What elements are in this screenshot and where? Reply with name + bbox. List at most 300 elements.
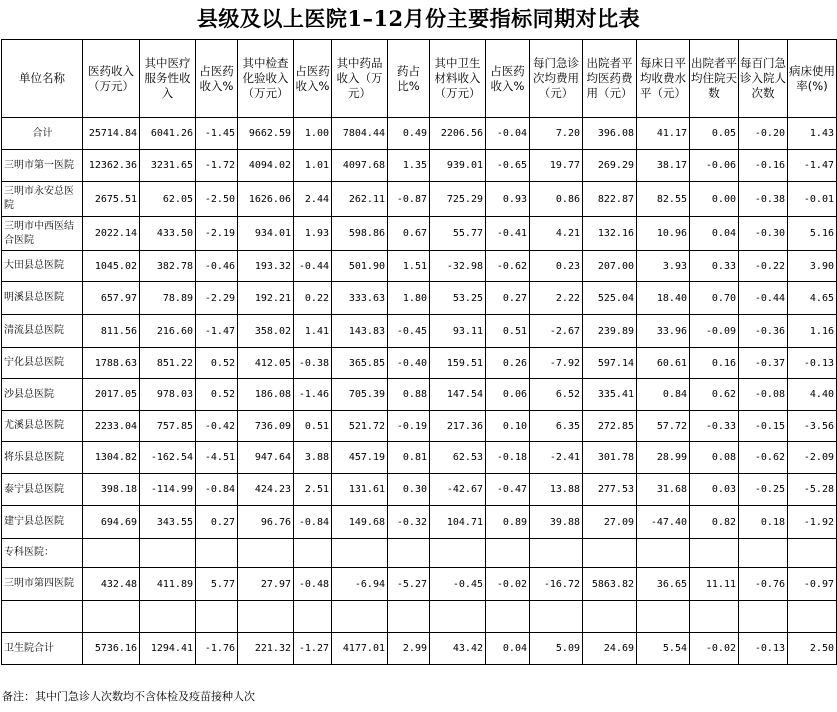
table-row	[2, 506, 837, 539]
value-cell: 2017.05	[83, 379, 140, 411]
value-cell: 207.00	[583, 251, 637, 282]
value-cell: 365.85	[332, 348, 388, 379]
value-cell: 0.52	[196, 348, 238, 379]
page-title: 县级及以上医院1–12月份主要指标同期对比表	[196, 6, 641, 31]
value-cell: 0.06	[486, 379, 530, 411]
table-row	[2, 315, 837, 348]
value-cell: 272.85	[583, 411, 637, 442]
value-cell: -0.19	[388, 411, 430, 442]
value-cell: 5.09	[530, 633, 583, 665]
value-cell: -0.30	[739, 217, 788, 251]
value-cell: -0.09	[690, 315, 739, 348]
column-header: 占医药收入%	[196, 40, 238, 118]
comparison-table	[1, 39, 837, 665]
value-cell: 192.21	[238, 282, 294, 315]
column-header: 其中医疗服务性收入	[140, 40, 196, 118]
value-cell: -0.36	[739, 315, 788, 348]
value-cell: 705.39	[332, 379, 388, 411]
header-row	[2, 40, 837, 118]
value-cell: 1.80	[388, 282, 430, 315]
column-header: 单位名称	[2, 40, 83, 118]
value-cell: 521.72	[332, 411, 388, 442]
value-cell: 0.27	[486, 282, 530, 315]
value-cell: 0.82	[690, 506, 739, 539]
value-cell: -32.98	[430, 251, 486, 282]
value-cell: 131.61	[332, 474, 388, 506]
value-cell: 2675.51	[83, 182, 140, 217]
value-cell: 216.60	[140, 315, 196, 348]
value-cell: 60.61	[637, 348, 690, 379]
value-cell: -1.76	[196, 633, 238, 665]
empty-cell	[430, 601, 486, 633]
value-cell: -0.84	[294, 506, 332, 539]
value-cell: 1.51	[388, 251, 430, 282]
value-cell: 28.99	[637, 442, 690, 474]
value-cell: 12362.36	[83, 150, 140, 182]
value-cell: -0.33	[690, 411, 739, 442]
value-cell: -0.15	[739, 411, 788, 442]
value-cell: 6.35	[530, 411, 583, 442]
value-cell: 1.41	[294, 315, 332, 348]
value-cell: 132.16	[583, 217, 637, 251]
column-header: 其中药品收入（万元）	[332, 40, 388, 118]
value-cell: 2.44	[294, 182, 332, 217]
table-row	[2, 182, 837, 217]
value-cell: 333.63	[332, 282, 388, 315]
value-cell: -0.38	[294, 348, 332, 379]
value-cell: -1.45	[196, 118, 238, 150]
value-cell: -5.27	[388, 568, 430, 601]
value-cell: 2.51	[294, 474, 332, 506]
value-cell: -5.28	[788, 474, 837, 506]
table-row	[2, 633, 837, 665]
value-cell: 3.93	[637, 251, 690, 282]
value-cell: 2022.14	[83, 217, 140, 251]
value-cell: 36.65	[637, 568, 690, 601]
value-cell: 4097.68	[332, 150, 388, 182]
value-cell: 3.90	[788, 251, 837, 282]
value-cell: 7804.44	[332, 118, 388, 150]
unit-name-cell: 三明市永安总医院	[2, 182, 83, 217]
value-cell: 432.48	[83, 568, 140, 601]
value-cell: 0.26	[486, 348, 530, 379]
value-cell: -42.67	[430, 474, 486, 506]
empty-cell	[388, 539, 430, 568]
value-cell: 96.76	[238, 506, 294, 539]
value-cell: 382.78	[140, 251, 196, 282]
value-cell: 3.88	[294, 442, 332, 474]
value-cell: 0.89	[486, 506, 530, 539]
value-cell: 9662.59	[238, 118, 294, 150]
value-cell: -0.06	[690, 150, 739, 182]
table-row	[2, 217, 837, 251]
empty-cell	[196, 539, 238, 568]
value-cell: -0.41	[486, 217, 530, 251]
value-cell: -0.45	[430, 568, 486, 601]
value-cell: 11.11	[690, 568, 739, 601]
empty-cell	[486, 539, 530, 568]
value-cell: 39.88	[530, 506, 583, 539]
value-cell: 694.69	[83, 506, 140, 539]
value-cell: 0.86	[530, 182, 583, 217]
value-cell: 5863.82	[583, 568, 637, 601]
value-cell: -0.22	[739, 251, 788, 282]
empty-cell	[140, 601, 196, 633]
column-header: 医药收入（万元）	[83, 40, 140, 118]
table-row	[2, 118, 837, 150]
value-cell: -0.45	[388, 315, 430, 348]
value-cell: 2.22	[530, 282, 583, 315]
value-cell: 186.08	[238, 379, 294, 411]
empty-cell	[332, 539, 388, 568]
table-row	[2, 568, 837, 601]
value-cell: -0.13	[788, 348, 837, 379]
empty-cell	[530, 539, 583, 568]
value-cell: 0.04	[486, 633, 530, 665]
column-header: 出院者平均住院天数	[690, 40, 739, 118]
value-cell: 18.40	[637, 282, 690, 315]
value-cell: -0.38	[739, 182, 788, 217]
table-row	[2, 442, 837, 474]
value-cell: 657.97	[83, 282, 140, 315]
unit-name-cell: 三明市第一医院	[2, 150, 83, 182]
value-cell: 1.35	[388, 150, 430, 182]
value-cell: 0.00	[690, 182, 739, 217]
value-cell: 5.54	[637, 633, 690, 665]
value-cell: -1.47	[788, 150, 837, 182]
value-cell: 1626.06	[238, 182, 294, 217]
column-header: 占医药收入%	[486, 40, 530, 118]
value-cell: -0.97	[788, 568, 837, 601]
value-cell: 1788.63	[83, 348, 140, 379]
value-cell: 0.33	[690, 251, 739, 282]
value-cell: 10.96	[637, 217, 690, 251]
value-cell: -0.04	[486, 118, 530, 150]
column-header: 占医药收入%	[294, 40, 332, 118]
value-cell: -0.01	[788, 182, 837, 217]
value-cell: 2206.56	[430, 118, 486, 150]
value-cell: 4094.02	[238, 150, 294, 182]
empty-cell	[196, 601, 238, 633]
value-cell: 27.97	[238, 568, 294, 601]
value-cell: 62.53	[430, 442, 486, 474]
value-cell: -47.40	[637, 506, 690, 539]
value-cell: 0.84	[637, 379, 690, 411]
value-cell: 0.51	[294, 411, 332, 442]
value-cell: 411.89	[140, 568, 196, 601]
empty-cell	[530, 601, 583, 633]
value-cell: 457.19	[332, 442, 388, 474]
empty-cell	[83, 601, 140, 633]
table-row	[2, 348, 837, 379]
value-cell: 217.36	[430, 411, 486, 442]
empty-cell	[388, 601, 430, 633]
value-cell: 811.56	[83, 315, 140, 348]
value-cell: -0.48	[294, 568, 332, 601]
value-cell: -4.51	[196, 442, 238, 474]
value-cell: -0.62	[486, 251, 530, 282]
empty-cell	[583, 601, 637, 633]
value-cell: 5.16	[788, 217, 837, 251]
value-cell: -0.18	[486, 442, 530, 474]
unit-name-cell: 泰宁县总医院	[2, 474, 83, 506]
value-cell: -114.99	[140, 474, 196, 506]
value-cell: 0.49	[388, 118, 430, 150]
value-cell: 0.81	[388, 442, 430, 474]
value-cell: 4177.01	[332, 633, 388, 665]
value-cell: 1045.02	[83, 251, 140, 282]
value-cell: 53.25	[430, 282, 486, 315]
value-cell: 221.32	[238, 633, 294, 665]
value-cell: 55.77	[430, 217, 486, 251]
value-cell: 149.68	[332, 506, 388, 539]
table-row	[2, 474, 837, 506]
value-cell: 41.17	[637, 118, 690, 150]
value-cell: -0.40	[388, 348, 430, 379]
value-cell: 978.03	[140, 379, 196, 411]
value-cell: 57.72	[637, 411, 690, 442]
value-cell: 33.96	[637, 315, 690, 348]
empty-cell	[690, 601, 739, 633]
value-cell: 0.52	[196, 379, 238, 411]
value-cell: -2.19	[196, 217, 238, 251]
value-cell: 93.11	[430, 315, 486, 348]
value-cell: 24.69	[583, 633, 637, 665]
value-cell: 0.23	[530, 251, 583, 282]
value-cell: -0.32	[388, 506, 430, 539]
value-cell: 27.09	[583, 506, 637, 539]
value-cell: 239.89	[583, 315, 637, 348]
empty-cell	[238, 601, 294, 633]
value-cell: 1.01	[294, 150, 332, 182]
value-cell: -1.27	[294, 633, 332, 665]
value-cell: -1.92	[788, 506, 837, 539]
value-cell: -0.25	[739, 474, 788, 506]
empty-cell	[788, 539, 837, 568]
value-cell: 104.71	[430, 506, 486, 539]
value-cell: -0.65	[486, 150, 530, 182]
value-cell: 0.16	[690, 348, 739, 379]
value-cell: 736.09	[238, 411, 294, 442]
value-cell: 6041.26	[140, 118, 196, 150]
value-cell: 0.22	[294, 282, 332, 315]
value-cell: 396.08	[583, 118, 637, 150]
value-cell: 0.67	[388, 217, 430, 251]
value-cell: -7.92	[530, 348, 583, 379]
value-cell: 725.29	[430, 182, 486, 217]
value-cell: -0.76	[739, 568, 788, 601]
column-header: 其中检查化验收入（万元）	[238, 40, 294, 118]
unit-name-cell: 明溪县总医院	[2, 282, 83, 315]
value-cell: -0.42	[196, 411, 238, 442]
blank-row	[2, 601, 837, 633]
value-cell: 269.29	[583, 150, 637, 182]
empty-cell	[690, 539, 739, 568]
empty-cell	[430, 539, 486, 568]
value-cell: -0.44	[739, 282, 788, 315]
value-cell: 1.16	[788, 315, 837, 348]
value-cell: 501.90	[332, 251, 388, 282]
value-cell: 78.89	[140, 282, 196, 315]
value-cell: 31.68	[637, 474, 690, 506]
value-cell: 193.32	[238, 251, 294, 282]
empty-cell	[788, 601, 837, 633]
value-cell: 1294.41	[140, 633, 196, 665]
value-cell: -0.16	[739, 150, 788, 182]
value-cell: 6.52	[530, 379, 583, 411]
value-cell: -2.29	[196, 282, 238, 315]
empty-cell	[739, 601, 788, 633]
value-cell: -0.84	[196, 474, 238, 506]
value-cell: 525.04	[583, 282, 637, 315]
column-header: 出院者平均医药费用（元）	[583, 40, 637, 118]
value-cell: 0.93	[486, 182, 530, 217]
value-cell: 851.22	[140, 348, 196, 379]
value-cell: 398.18	[83, 474, 140, 506]
value-cell: 0.18	[739, 506, 788, 539]
value-cell: 62.05	[140, 182, 196, 217]
value-cell: 343.55	[140, 506, 196, 539]
column-header: 其中卫生材料收入（万元）	[430, 40, 486, 118]
empty-cell	[83, 539, 140, 568]
value-cell: 82.55	[637, 182, 690, 217]
unit-name-cell: 沙县总医院	[2, 379, 83, 411]
empty-cell	[637, 539, 690, 568]
value-cell: 25714.84	[83, 118, 140, 150]
value-cell: 147.54	[430, 379, 486, 411]
value-cell: 0.08	[690, 442, 739, 474]
empty-cell	[583, 539, 637, 568]
blank-row	[2, 539, 837, 568]
value-cell: 19.77	[530, 150, 583, 182]
value-cell: -0.13	[739, 633, 788, 665]
value-cell: 0.30	[388, 474, 430, 506]
value-cell: 301.78	[583, 442, 637, 474]
value-cell: 2.50	[788, 633, 837, 665]
value-cell: 7.20	[530, 118, 583, 150]
value-cell: -1.47	[196, 315, 238, 348]
value-cell: 0.62	[690, 379, 739, 411]
footnote: 备注：其中门急诊人次数均不含体检及疫苗接种人次	[2, 690, 255, 703]
value-cell: -2.50	[196, 182, 238, 217]
value-cell: 0.03	[690, 474, 739, 506]
value-cell: -2.09	[788, 442, 837, 474]
value-cell: -0.87	[388, 182, 430, 217]
unit-name-cell: 清流县总医院	[2, 315, 83, 348]
table-row	[2, 411, 837, 442]
unit-name-cell: 尤溪县总医院	[2, 411, 83, 442]
value-cell: 43.42	[430, 633, 486, 665]
value-cell: 2233.04	[83, 411, 140, 442]
empty-cell	[332, 601, 388, 633]
value-cell: 1.43	[788, 118, 837, 150]
empty-cell	[238, 539, 294, 568]
unit-name-cell: 大田县总医院	[2, 251, 83, 282]
value-cell: -2.67	[530, 315, 583, 348]
value-cell: 934.01	[238, 217, 294, 251]
value-cell: 0.70	[690, 282, 739, 315]
value-cell: 0.04	[690, 217, 739, 251]
value-cell: -1.72	[196, 150, 238, 182]
value-cell: 4.40	[788, 379, 837, 411]
value-cell: 358.02	[238, 315, 294, 348]
column-header: 每百门急诊入院人次数	[739, 40, 788, 118]
value-cell: 4.21	[530, 217, 583, 251]
empty-cell	[294, 539, 332, 568]
value-cell: 4.65	[788, 282, 837, 315]
value-cell: -1.46	[294, 379, 332, 411]
value-cell: 13.88	[530, 474, 583, 506]
value-cell: 0.88	[388, 379, 430, 411]
value-cell: -16.72	[530, 568, 583, 601]
value-cell: 0.51	[486, 315, 530, 348]
value-cell: 0.10	[486, 411, 530, 442]
value-cell: 1.93	[294, 217, 332, 251]
unit-name-cell: 卫生院合计	[2, 633, 83, 665]
value-cell: 947.64	[238, 442, 294, 474]
value-cell: -2.41	[530, 442, 583, 474]
table-row	[2, 251, 837, 282]
unit-name-cell: 合计	[2, 118, 83, 150]
value-cell: -0.08	[739, 379, 788, 411]
value-cell: 277.53	[583, 474, 637, 506]
column-header: 每床日平均收费水平（元）	[637, 40, 690, 118]
value-cell: 412.05	[238, 348, 294, 379]
value-cell: 1304.82	[83, 442, 140, 474]
unit-name-cell: 三明市第四医院	[2, 568, 83, 601]
empty-cell	[739, 539, 788, 568]
unit-name-cell: 建宁县总医院	[2, 506, 83, 539]
table-row	[2, 282, 837, 315]
section-label	[2, 601, 83, 633]
unit-name-cell: 宁化县总医院	[2, 348, 83, 379]
unit-name-cell: 将乐县总医院	[2, 442, 83, 474]
column-header: 每门急诊次均费用（元）	[530, 40, 583, 118]
table-row	[2, 379, 837, 411]
value-cell: 433.50	[140, 217, 196, 251]
value-cell: 5.77	[196, 568, 238, 601]
table-row	[2, 150, 837, 182]
empty-cell	[294, 601, 332, 633]
value-cell: -0.37	[739, 348, 788, 379]
column-header: 病床使用率(%)	[788, 40, 837, 118]
value-cell: 0.27	[196, 506, 238, 539]
section-label: 专科医院：	[2, 539, 83, 568]
value-cell: 1.00	[294, 118, 332, 150]
value-cell: -0.46	[196, 251, 238, 282]
value-cell: 5736.16	[83, 633, 140, 665]
value-cell: -0.47	[486, 474, 530, 506]
value-cell: 822.87	[583, 182, 637, 217]
empty-cell	[486, 601, 530, 633]
value-cell: 757.85	[140, 411, 196, 442]
value-cell: 335.41	[583, 379, 637, 411]
unit-name-cell: 三明市中西医结合医院	[2, 217, 83, 251]
value-cell: -0.62	[739, 442, 788, 474]
value-cell: 38.17	[637, 150, 690, 182]
value-cell: -0.20	[739, 118, 788, 150]
value-cell: 597.14	[583, 348, 637, 379]
value-cell: 939.01	[430, 150, 486, 182]
value-cell: -0.44	[294, 251, 332, 282]
value-cell: -0.02	[690, 633, 739, 665]
value-cell: 598.86	[332, 217, 388, 251]
column-header: 药占比%	[388, 40, 430, 118]
value-cell: -0.02	[486, 568, 530, 601]
value-cell: 3231.65	[140, 150, 196, 182]
value-cell: 159.51	[430, 348, 486, 379]
value-cell: 0.05	[690, 118, 739, 150]
